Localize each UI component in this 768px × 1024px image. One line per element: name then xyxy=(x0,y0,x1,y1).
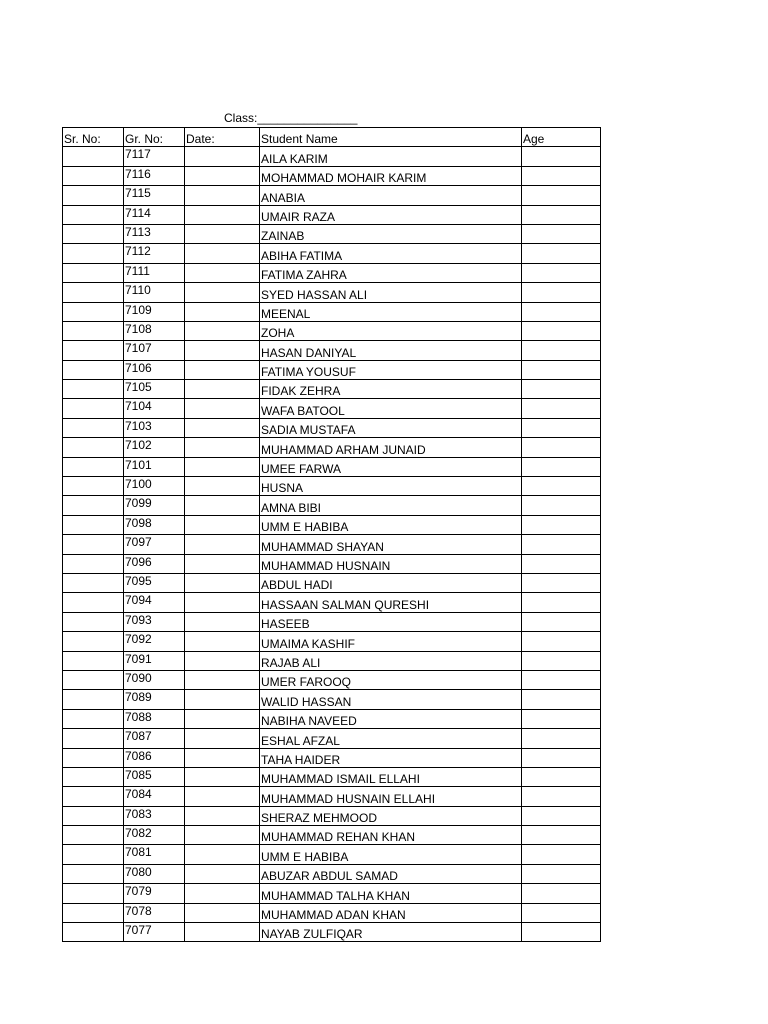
sr-no-cell xyxy=(63,690,124,709)
table-row xyxy=(63,573,601,592)
date-cell xyxy=(185,457,260,476)
student-name-cell: SYED HASSAN ALI xyxy=(260,283,522,302)
table-row xyxy=(63,457,601,476)
table-row xyxy=(63,845,601,864)
student-name-cell: NABIHA NAVEED xyxy=(260,709,522,728)
date-cell xyxy=(185,864,260,883)
age-cell xyxy=(522,651,601,670)
age-cell xyxy=(522,729,601,748)
gr-no-cell: 7101 xyxy=(124,457,185,476)
date-cell xyxy=(185,826,260,845)
date-cell xyxy=(185,380,260,399)
sr-no-cell xyxy=(63,418,124,437)
age-cell xyxy=(522,302,601,321)
sr-no-cell xyxy=(63,903,124,922)
table-row xyxy=(63,244,601,263)
date-cell xyxy=(185,147,260,166)
age-cell xyxy=(522,224,601,243)
gr-no-cell: 7100 xyxy=(124,477,185,496)
student-name-cell: AILA KARIM xyxy=(260,147,522,166)
gr-no-cell: 7085 xyxy=(124,767,185,786)
age-cell xyxy=(522,477,601,496)
sr-no-cell xyxy=(63,923,124,942)
sr-no-cell xyxy=(63,224,124,243)
table-row xyxy=(63,515,601,534)
sr-no-cell xyxy=(63,573,124,592)
gr-no-cell: 7091 xyxy=(124,651,185,670)
sr-no-cell xyxy=(63,535,124,554)
column-header-age: Age xyxy=(522,128,601,147)
age-cell xyxy=(522,360,601,379)
student-name-cell: ABUZAR ABDUL SAMAD xyxy=(260,864,522,883)
age-cell xyxy=(522,515,601,534)
date-cell xyxy=(185,690,260,709)
student-name-cell: UMM E HABIBA xyxy=(260,515,522,534)
student-name-cell: FATIMA ZAHRA xyxy=(260,263,522,282)
sr-no-cell xyxy=(63,205,124,224)
age-cell xyxy=(522,787,601,806)
age-cell xyxy=(522,923,601,942)
date-cell xyxy=(185,535,260,554)
date-cell xyxy=(185,554,260,573)
gr-no-cell: 7097 xyxy=(124,535,185,554)
student-name-cell: NAYAB ZULFIQAR xyxy=(260,923,522,942)
age-cell xyxy=(522,399,601,418)
student-name-cell: UMEE FARWA xyxy=(260,457,522,476)
gr-no-cell: 7096 xyxy=(124,554,185,573)
age-cell xyxy=(522,612,601,631)
table-row xyxy=(63,283,601,302)
sr-no-cell xyxy=(63,399,124,418)
table-row xyxy=(63,709,601,728)
student-name-cell: WALID HASSAN xyxy=(260,690,522,709)
date-cell xyxy=(185,593,260,612)
date-cell xyxy=(185,244,260,263)
gr-no-cell: 7082 xyxy=(124,826,185,845)
date-cell xyxy=(185,283,260,302)
student-name-cell: MUHAMMAD TALHA KHAN xyxy=(260,884,522,903)
age-cell xyxy=(522,166,601,185)
age-cell xyxy=(522,457,601,476)
date-cell xyxy=(185,845,260,864)
sr-no-cell xyxy=(63,651,124,670)
student-name-cell: ANABIA xyxy=(260,186,522,205)
age-cell xyxy=(522,147,601,166)
gr-no-cell: 7078 xyxy=(124,903,185,922)
gr-no-cell: 7090 xyxy=(124,670,185,689)
student-name-cell: ZAINAB xyxy=(260,224,522,243)
gr-no-cell: 7086 xyxy=(124,748,185,767)
student-name-cell: UMAIR RAZA xyxy=(260,205,522,224)
table-row xyxy=(63,205,601,224)
student-name-cell: MUHAMMAD ISMAIL ELLAHI xyxy=(260,767,522,786)
age-cell xyxy=(522,767,601,786)
date-cell xyxy=(185,515,260,534)
sr-no-cell xyxy=(63,244,124,263)
gr-no-cell: 7116 xyxy=(124,166,185,185)
gr-no-cell: 7087 xyxy=(124,729,185,748)
gr-no-cell: 7081 xyxy=(124,845,185,864)
sr-no-cell xyxy=(63,457,124,476)
age-cell xyxy=(522,321,601,340)
date-cell xyxy=(185,729,260,748)
gr-no-cell: 7105 xyxy=(124,380,185,399)
sr-no-cell xyxy=(63,321,124,340)
age-cell xyxy=(522,341,601,360)
date-cell xyxy=(185,767,260,786)
student-name-cell: MUHAMMAD ADAN KHAN xyxy=(260,903,522,922)
age-cell xyxy=(522,670,601,689)
age-cell xyxy=(522,826,601,845)
table-row xyxy=(63,612,601,631)
table-row xyxy=(63,806,601,825)
date-cell xyxy=(185,438,260,457)
sr-no-cell xyxy=(63,767,124,786)
student-name-cell: MEENAL xyxy=(260,302,522,321)
gr-no-cell: 7095 xyxy=(124,573,185,592)
student-name-cell: AMNA BIBI xyxy=(260,496,522,515)
sr-no-cell xyxy=(63,360,124,379)
table-row xyxy=(63,438,601,457)
gr-no-cell: 7092 xyxy=(124,632,185,651)
table-row xyxy=(63,321,601,340)
table-row xyxy=(63,341,601,360)
date-cell xyxy=(185,612,260,631)
date-cell xyxy=(185,166,260,185)
table-row xyxy=(63,632,601,651)
table-row xyxy=(63,147,601,166)
column-header-sr-no: Sr. No: xyxy=(63,128,124,147)
sr-no-cell xyxy=(63,845,124,864)
sr-no-cell xyxy=(63,864,124,883)
age-cell xyxy=(522,283,601,302)
age-cell xyxy=(522,244,601,263)
student-name-cell: HASAN DANIYAL xyxy=(260,341,522,360)
student-name-cell: ABDUL HADI xyxy=(260,573,522,592)
sr-no-cell xyxy=(63,147,124,166)
date-cell xyxy=(185,224,260,243)
age-cell xyxy=(522,438,601,457)
student-name-cell: MUHAMMAD ARHAM JUNAID xyxy=(260,438,522,457)
age-cell xyxy=(522,496,601,515)
table-row xyxy=(63,884,601,903)
date-cell xyxy=(185,573,260,592)
sr-no-cell xyxy=(63,283,124,302)
gr-no-cell: 7106 xyxy=(124,360,185,379)
gr-no-cell: 7080 xyxy=(124,864,185,883)
table-row xyxy=(63,535,601,554)
table-row xyxy=(63,690,601,709)
student-name-cell: MUHAMMAD SHAYAN xyxy=(260,535,522,554)
date-cell xyxy=(185,341,260,360)
table-row xyxy=(63,651,601,670)
table-header-row xyxy=(63,128,601,147)
student-name-cell: SADIA MUSTAFA xyxy=(260,418,522,437)
gr-no-cell: 7110 xyxy=(124,283,185,302)
gr-no-cell: 7115 xyxy=(124,186,185,205)
student-name-cell: FIDAK ZEHRA xyxy=(260,380,522,399)
student-name-cell: MOHAMMAD MOHAIR KARIM xyxy=(260,166,522,185)
table-row xyxy=(63,166,601,185)
gr-no-cell: 7079 xyxy=(124,884,185,903)
table-row xyxy=(63,380,601,399)
student-name-cell: FATIMA YOUSUF xyxy=(260,360,522,379)
table-row xyxy=(63,554,601,573)
student-name-cell: MUHAMMAD HUSNAIN xyxy=(260,554,522,573)
gr-no-cell: 7113 xyxy=(124,224,185,243)
table-row xyxy=(63,767,601,786)
sr-no-cell xyxy=(63,670,124,689)
sr-no-cell xyxy=(63,496,124,515)
table-row xyxy=(63,477,601,496)
gr-no-cell: 7108 xyxy=(124,321,185,340)
date-cell xyxy=(185,748,260,767)
table-row xyxy=(63,360,601,379)
gr-no-cell: 7088 xyxy=(124,709,185,728)
table-row xyxy=(63,186,601,205)
sr-no-cell xyxy=(63,554,124,573)
date-cell xyxy=(185,360,260,379)
date-cell xyxy=(185,263,260,282)
age-cell xyxy=(522,205,601,224)
class-label: Class:_______________ xyxy=(224,111,358,125)
date-cell xyxy=(185,709,260,728)
age-cell xyxy=(522,709,601,728)
column-header-date: Date: xyxy=(185,128,260,147)
date-cell xyxy=(185,884,260,903)
gr-no-cell: 7109 xyxy=(124,302,185,321)
table-row xyxy=(63,748,601,767)
age-cell xyxy=(522,903,601,922)
gr-no-cell: 7084 xyxy=(124,787,185,806)
age-cell xyxy=(522,864,601,883)
column-header-gr-no: Gr. No: xyxy=(124,128,185,147)
sr-no-cell xyxy=(63,166,124,185)
gr-no-cell: 7104 xyxy=(124,399,185,418)
student-name-cell: WAFA BATOOL xyxy=(260,399,522,418)
sr-no-cell xyxy=(63,729,124,748)
sr-no-cell xyxy=(63,263,124,282)
student-name-cell: UMER FAROOQ xyxy=(260,670,522,689)
table-row xyxy=(63,670,601,689)
age-cell xyxy=(522,884,601,903)
date-cell xyxy=(185,923,260,942)
date-cell xyxy=(185,399,260,418)
date-cell xyxy=(185,806,260,825)
table-row xyxy=(63,826,601,845)
sr-no-cell xyxy=(63,477,124,496)
gr-no-cell: 7114 xyxy=(124,205,185,224)
table-row xyxy=(63,302,601,321)
sr-no-cell xyxy=(63,826,124,845)
date-cell xyxy=(185,205,260,224)
student-name-cell: UMM E HABIBA xyxy=(260,845,522,864)
student-register-table xyxy=(62,127,601,942)
student-name-cell: ABIHA FATIMA xyxy=(260,244,522,263)
age-cell xyxy=(522,535,601,554)
age-cell xyxy=(522,573,601,592)
age-cell xyxy=(522,632,601,651)
table-body xyxy=(63,147,601,942)
sr-no-cell xyxy=(63,632,124,651)
table-row xyxy=(63,923,601,942)
sr-no-cell xyxy=(63,612,124,631)
gr-no-cell: 7107 xyxy=(124,341,185,360)
table-row xyxy=(63,224,601,243)
table-row xyxy=(63,593,601,612)
age-cell xyxy=(522,690,601,709)
table-row xyxy=(63,418,601,437)
student-name-cell: ESHAL AFZAL xyxy=(260,729,522,748)
sr-no-cell xyxy=(63,709,124,728)
gr-no-cell: 7094 xyxy=(124,593,185,612)
sr-no-cell xyxy=(63,341,124,360)
student-name-cell: RAJAB ALI xyxy=(260,651,522,670)
student-name-cell: ZOHA xyxy=(260,321,522,340)
sr-no-cell xyxy=(63,380,124,399)
age-cell xyxy=(522,748,601,767)
student-name-cell: MUHAMMAD REHAN KHAN xyxy=(260,826,522,845)
student-name-cell: HASSAAN SALMAN QURESHI xyxy=(260,593,522,612)
date-cell xyxy=(185,670,260,689)
table-row xyxy=(63,496,601,515)
sr-no-cell xyxy=(63,186,124,205)
sr-no-cell xyxy=(63,748,124,767)
sr-no-cell xyxy=(63,884,124,903)
student-name-cell: UMAIMA KASHIF xyxy=(260,632,522,651)
gr-no-cell: 7077 xyxy=(124,923,185,942)
date-cell xyxy=(185,651,260,670)
date-cell xyxy=(185,302,260,321)
age-cell xyxy=(522,593,601,612)
sr-no-cell xyxy=(63,787,124,806)
date-cell xyxy=(185,496,260,515)
date-cell xyxy=(185,186,260,205)
sr-no-cell xyxy=(63,806,124,825)
sr-no-cell xyxy=(63,515,124,534)
age-cell xyxy=(522,845,601,864)
sr-no-cell xyxy=(63,438,124,457)
age-cell xyxy=(522,186,601,205)
gr-no-cell: 7112 xyxy=(124,244,185,263)
age-cell xyxy=(522,806,601,825)
sr-no-cell xyxy=(63,302,124,321)
sr-no-cell xyxy=(63,593,124,612)
gr-no-cell: 7093 xyxy=(124,612,185,631)
age-cell xyxy=(522,554,601,573)
student-name-cell: MUHAMMAD HUSNAIN ELLAHI xyxy=(260,787,522,806)
table-row xyxy=(63,263,601,282)
age-cell xyxy=(522,263,601,282)
date-cell xyxy=(185,477,260,496)
student-name-cell: HASEEB xyxy=(260,612,522,631)
age-cell xyxy=(522,418,601,437)
table-row xyxy=(63,787,601,806)
gr-no-cell: 7099 xyxy=(124,496,185,515)
age-cell xyxy=(522,380,601,399)
column-header-student-name: Student Name xyxy=(260,128,522,147)
gr-no-cell: 7111 xyxy=(124,263,185,282)
gr-no-cell: 7102 xyxy=(124,438,185,457)
date-cell xyxy=(185,321,260,340)
gr-no-cell: 7117 xyxy=(124,147,185,166)
gr-no-cell: 7103 xyxy=(124,418,185,437)
table-row xyxy=(63,903,601,922)
student-name-cell: HUSNA xyxy=(260,477,522,496)
table-row xyxy=(63,729,601,748)
gr-no-cell: 7098 xyxy=(124,515,185,534)
date-cell xyxy=(185,418,260,437)
date-cell xyxy=(185,632,260,651)
student-name-cell: TAHA HAIDER xyxy=(260,748,522,767)
student-name-cell: SHERAZ MEHMOOD xyxy=(260,806,522,825)
table-row xyxy=(63,399,601,418)
gr-no-cell: 7083 xyxy=(124,806,185,825)
table-row xyxy=(63,864,601,883)
date-cell xyxy=(185,903,260,922)
date-cell xyxy=(185,787,260,806)
gr-no-cell: 7089 xyxy=(124,690,185,709)
